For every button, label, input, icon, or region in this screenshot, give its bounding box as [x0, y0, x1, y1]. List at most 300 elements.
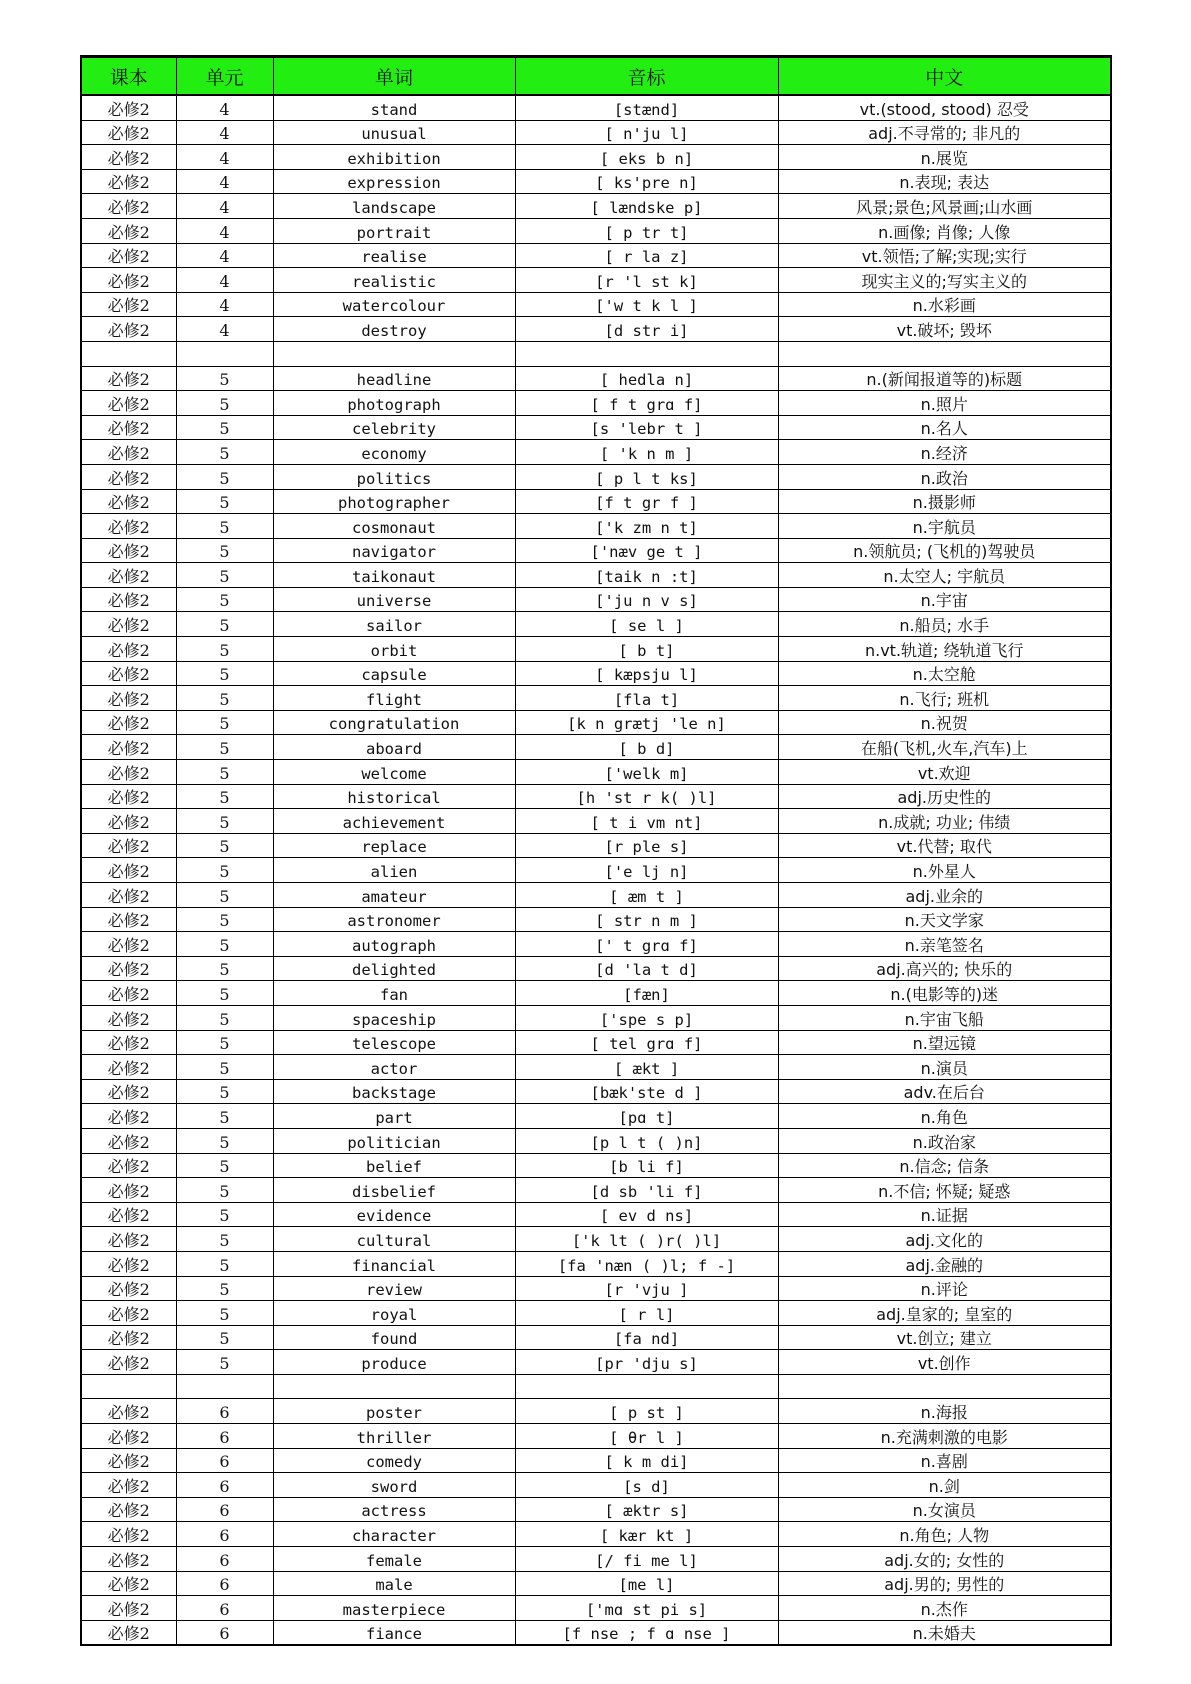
table-row [81, 366, 1111, 391]
cell-unit: 4 [176, 218, 273, 243]
cell-phonetic: ['k zm n t] [515, 514, 778, 539]
cell-unit: 5 [176, 1055, 273, 1080]
cell-unit: 5 [176, 538, 273, 563]
cell-textbook: 必修2 [81, 1005, 176, 1030]
cell-unit: 5 [176, 956, 273, 981]
cell-chinese: vt.欢迎 [778, 760, 1111, 785]
table-row [81, 464, 1111, 489]
cell-unit: 5 [176, 587, 273, 612]
cell-phonetic: [fæn] [515, 981, 778, 1006]
table-row [81, 710, 1111, 735]
cell-textbook: 必修2 [81, 1571, 176, 1596]
cell-word: found [273, 1325, 515, 1350]
cell-phonetic: [/ fi me l] [515, 1547, 778, 1572]
cell-textbook: 必修2 [81, 1473, 176, 1498]
cell-unit: 5 [176, 1276, 273, 1301]
cell-phonetic: [' t grɑ f] [515, 932, 778, 957]
cell-unit: 5 [176, 440, 273, 465]
table-row [81, 1596, 1111, 1621]
cell-textbook: 必修2 [81, 391, 176, 416]
cell-word: taikonaut [273, 563, 515, 588]
cell-chinese: n.太空舱 [778, 661, 1111, 686]
cell-textbook: 必修2 [81, 145, 176, 170]
cell-phonetic: [ tel grɑ f] [515, 1030, 778, 1055]
table-row [81, 833, 1111, 858]
cell-textbook: 必修2 [81, 514, 176, 539]
cell-phonetic: [stænd] [515, 95, 778, 120]
cell-unit: 4 [176, 145, 273, 170]
table-row [81, 1202, 1111, 1227]
cell-chinese: adj.不寻常的; 非凡的 [778, 120, 1111, 145]
cell-unit: 5 [176, 489, 273, 514]
table-row [81, 1153, 1111, 1178]
cell-phonetic: [bæk'ste d ] [515, 1079, 778, 1104]
cell-chinese: n.摄影师 [778, 489, 1111, 514]
cell-unit: 4 [176, 292, 273, 317]
cell-phonetic: [ æktr s] [515, 1497, 778, 1522]
cell-chinese: n.海报 [778, 1399, 1111, 1424]
cell-phonetic: [ p tr t] [515, 218, 778, 243]
cell-word: orbit [273, 637, 515, 662]
cell-textbook: 必修2 [81, 1596, 176, 1621]
cell-chinese: n.vt.轨道; 绕轨道飞行 [778, 637, 1111, 662]
cell-phonetic: [me l] [515, 1571, 778, 1596]
cell-chinese: n.女演员 [778, 1497, 1111, 1522]
cell-textbook: 必修2 [81, 169, 176, 194]
cell-unit: 4 [176, 243, 273, 268]
cell-textbook: 必修2 [81, 1424, 176, 1449]
cell-chinese: n.演员 [778, 1055, 1111, 1080]
cell-unit: 5 [176, 686, 273, 711]
cell-word: stand [273, 95, 515, 120]
cell-word: destroy [273, 317, 515, 342]
cell-unit: 5 [176, 1153, 273, 1178]
cell-phonetic: [ ev d ns] [515, 1202, 778, 1227]
cell-chinese: n.评论 [778, 1276, 1111, 1301]
cell-chinese: 在船(飞机,火车,汽车)上 [778, 735, 1111, 760]
cell-textbook: 必修2 [81, 661, 176, 686]
cell-chinese: n.外星人 [778, 858, 1111, 883]
cell-unit: 5 [176, 563, 273, 588]
cell-chinese [778, 341, 1111, 366]
cell-unit: 5 [176, 883, 273, 908]
cell-phonetic: ['spe s p] [515, 1005, 778, 1030]
table-row [81, 415, 1111, 440]
cell-unit [176, 341, 273, 366]
cell-unit: 5 [176, 612, 273, 637]
cell-unit: 5 [176, 464, 273, 489]
cell-phonetic: [ eks b n] [515, 145, 778, 170]
cell-word: astronomer [273, 907, 515, 932]
table-row [81, 514, 1111, 539]
cell-chinese: adj.皇家的; 皇室的 [778, 1301, 1111, 1326]
cell-unit: 5 [176, 391, 273, 416]
cell-unit: 4 [176, 95, 273, 120]
header-word: 单词 [273, 57, 515, 96]
cell-unit: 6 [176, 1473, 273, 1498]
cell-chinese: adj.历史性的 [778, 784, 1111, 809]
cell-phonetic: [f t gr f ] [515, 489, 778, 514]
cell-phonetic: [ se l ] [515, 612, 778, 637]
cell-word: fiance [273, 1620, 515, 1645]
cell-word: portrait [273, 218, 515, 243]
cell-textbook: 必修2 [81, 1128, 176, 1153]
table-row [81, 391, 1111, 416]
cell-word: character [273, 1522, 515, 1547]
table-row [81, 1030, 1111, 1055]
cell-textbook: 必修2 [81, 1079, 176, 1104]
cell-word: actor [273, 1055, 515, 1080]
header-textbook: 课本 [81, 57, 176, 96]
cell-word: universe [273, 587, 515, 612]
cell-phonetic: [fa 'næn ( )l; f -] [515, 1251, 778, 1276]
table-row [81, 858, 1111, 883]
cell-phonetic: [d 'la t d] [515, 956, 778, 981]
cell-word: cultural [273, 1227, 515, 1252]
cell-textbook: 必修2 [81, 858, 176, 883]
cell-chinese: n.政治家 [778, 1128, 1111, 1153]
table-row [81, 1276, 1111, 1301]
table-row [81, 784, 1111, 809]
cell-word: produce [273, 1350, 515, 1375]
cell-word: amateur [273, 883, 515, 908]
cell-textbook: 必修2 [81, 735, 176, 760]
cell-chinese: n.信念; 信条 [778, 1153, 1111, 1178]
cell-phonetic: ['welk m] [515, 760, 778, 785]
cell-textbook: 必修2 [81, 1202, 176, 1227]
cell-textbook: 必修2 [81, 1301, 176, 1326]
cell-word: watercolour [273, 292, 515, 317]
cell-chinese: vt.创作 [778, 1350, 1111, 1375]
cell-textbook: 必修2 [81, 1104, 176, 1129]
table-row [81, 686, 1111, 711]
cell-unit: 6 [176, 1399, 273, 1424]
table-row [81, 169, 1111, 194]
cell-word: economy [273, 440, 515, 465]
cell-chinese: n.(电影等的)迷 [778, 981, 1111, 1006]
cell-unit: 6 [176, 1571, 273, 1596]
cell-textbook: 必修2 [81, 710, 176, 735]
cell-word: masterpiece [273, 1596, 515, 1621]
cell-textbook: 必修2 [81, 366, 176, 391]
cell-phonetic: [ hedla n] [515, 366, 778, 391]
cell-unit: 5 [176, 637, 273, 662]
cell-textbook: 必修2 [81, 489, 176, 514]
cell-word: alien [273, 858, 515, 883]
cell-chinese: n.船员; 水手 [778, 612, 1111, 637]
vocabulary-table [80, 55, 1112, 1646]
cell-unit: 5 [176, 366, 273, 391]
cell-chinese: n.飞行; 班机 [778, 686, 1111, 711]
table-row [81, 981, 1111, 1006]
cell-word: fan [273, 981, 515, 1006]
cell-unit [176, 1374, 273, 1399]
cell-unit: 5 [176, 1301, 273, 1326]
cell-chinese: n.展览 [778, 145, 1111, 170]
table-row [81, 1399, 1111, 1424]
cell-textbook: 必修2 [81, 292, 176, 317]
cell-chinese: n.充满刺激的电影 [778, 1424, 1111, 1449]
cell-textbook: 必修2 [81, 243, 176, 268]
table-row [81, 907, 1111, 932]
cell-chinese: vt.(stood, stood) 忍受 [778, 95, 1111, 120]
table-row [81, 1104, 1111, 1129]
cell-unit: 5 [176, 784, 273, 809]
table-row [81, 932, 1111, 957]
cell-textbook: 必修2 [81, 317, 176, 342]
cell-chinese: n.宇宙飞船 [778, 1005, 1111, 1030]
cell-phonetic: [taik n :t] [515, 563, 778, 588]
cell-word: sailor [273, 612, 515, 637]
table-row [81, 587, 1111, 612]
cell-unit: 5 [176, 760, 273, 785]
cell-phonetic: [ æm t ] [515, 883, 778, 908]
cell-chinese: n.亲笔签名 [778, 932, 1111, 957]
cell-word [273, 341, 515, 366]
cell-word: male [273, 1571, 515, 1596]
table-row [81, 1301, 1111, 1326]
cell-word: sword [273, 1473, 515, 1498]
cell-phonetic [515, 1374, 778, 1399]
table-body [81, 95, 1111, 1645]
cell-textbook: 必修2 [81, 1620, 176, 1645]
cell-chinese: n.水彩画 [778, 292, 1111, 317]
cell-phonetic: [ r la z] [515, 243, 778, 268]
cell-unit: 4 [176, 120, 273, 145]
cell-textbook: 必修2 [81, 907, 176, 932]
table-row [81, 538, 1111, 563]
cell-phonetic: [b li f] [515, 1153, 778, 1178]
cell-unit: 5 [176, 1128, 273, 1153]
cell-textbook: 必修2 [81, 883, 176, 908]
cell-word: photograph [273, 391, 515, 416]
blank-row [81, 341, 1111, 366]
cell-word: financial [273, 1251, 515, 1276]
cell-chinese: n.杰作 [778, 1596, 1111, 1621]
table-row [81, 1448, 1111, 1473]
cell-phonetic: ['næv ge t ] [515, 538, 778, 563]
cell-chinese: n.喜剧 [778, 1448, 1111, 1473]
cell-textbook [81, 341, 176, 366]
cell-phonetic: ['w t k l ] [515, 292, 778, 317]
cell-phonetic: [s 'lebr t ] [515, 415, 778, 440]
cell-textbook: 必修2 [81, 1030, 176, 1055]
cell-textbook: 必修2 [81, 981, 176, 1006]
cell-chinese: vt.创立; 建立 [778, 1325, 1111, 1350]
cell-textbook [81, 1374, 176, 1399]
cell-chinese: adj.女的; 女性的 [778, 1547, 1111, 1572]
cell-textbook: 必修2 [81, 1399, 176, 1424]
cell-word: belief [273, 1153, 515, 1178]
cell-chinese: adj.业余的 [778, 883, 1111, 908]
cell-phonetic: [k n grætj 'le n] [515, 710, 778, 735]
cell-textbook: 必修2 [81, 833, 176, 858]
table-row [81, 243, 1111, 268]
cell-word: thriller [273, 1424, 515, 1449]
cell-phonetic: [ ækt ] [515, 1055, 778, 1080]
cell-word: comedy [273, 1448, 515, 1473]
table-row [81, 489, 1111, 514]
cell-word: backstage [273, 1079, 515, 1104]
cell-textbook: 必修2 [81, 268, 176, 293]
table-row [81, 809, 1111, 834]
table-row [81, 735, 1111, 760]
cell-phonetic: [ p l t ks] [515, 464, 778, 489]
cell-phonetic: [ θr l ] [515, 1424, 778, 1449]
cell-chinese: n.(新闻报道等的)标题 [778, 366, 1111, 391]
cell-chinese: n.成就; 功业; 伟绩 [778, 809, 1111, 834]
cell-word: aboard [273, 735, 515, 760]
cell-textbook: 必修2 [81, 637, 176, 662]
cell-chinese: n.天文学家 [778, 907, 1111, 932]
cell-word: politics [273, 464, 515, 489]
cell-word [273, 1374, 515, 1399]
cell-phonetic: ['e lj n] [515, 858, 778, 883]
cell-word: expression [273, 169, 515, 194]
cell-word: historical [273, 784, 515, 809]
cell-unit: 5 [176, 1079, 273, 1104]
cell-word: disbelief [273, 1178, 515, 1203]
cell-textbook: 必修2 [81, 809, 176, 834]
cell-chinese: adj.高兴的; 快乐的 [778, 956, 1111, 981]
cell-unit: 4 [176, 194, 273, 219]
cell-phonetic: [d sb 'li f] [515, 1178, 778, 1203]
cell-word: welcome [273, 760, 515, 785]
cell-phonetic [515, 341, 778, 366]
table-row [81, 1424, 1111, 1449]
table-row [81, 1350, 1111, 1375]
cell-unit: 5 [176, 1350, 273, 1375]
cell-phonetic: [pr 'dju s] [515, 1350, 778, 1375]
cell-textbook: 必修2 [81, 1227, 176, 1252]
cell-phonetic: [ kæpsju l] [515, 661, 778, 686]
table-row [81, 292, 1111, 317]
cell-word: delighted [273, 956, 515, 981]
cell-word: celebrity [273, 415, 515, 440]
cell-unit: 5 [176, 1030, 273, 1055]
cell-phonetic: ['k lt ( )r( )l] [515, 1227, 778, 1252]
cell-unit: 5 [176, 809, 273, 834]
table-row [81, 1005, 1111, 1030]
cell-phonetic: [ b t] [515, 637, 778, 662]
table-row [81, 1178, 1111, 1203]
table-row [81, 956, 1111, 981]
cell-chinese: n.表现; 表达 [778, 169, 1111, 194]
cell-word: evidence [273, 1202, 515, 1227]
cell-phonetic: [ n'ju l] [515, 120, 778, 145]
table-row [81, 661, 1111, 686]
cell-chinese: adj.金融的 [778, 1251, 1111, 1276]
table-row [81, 317, 1111, 342]
cell-chinese: n.经济 [778, 440, 1111, 465]
cell-word: realise [273, 243, 515, 268]
cell-chinese: 现实主义的;写实主义的 [778, 268, 1111, 293]
cell-phonetic: [ 'k n m ] [515, 440, 778, 465]
cell-unit: 5 [176, 833, 273, 858]
cell-unit: 5 [176, 415, 273, 440]
cell-unit: 4 [176, 268, 273, 293]
cell-phonetic: [s d] [515, 1473, 778, 1498]
cell-textbook: 必修2 [81, 956, 176, 981]
cell-word: exhibition [273, 145, 515, 170]
cell-word: photographer [273, 489, 515, 514]
cell-unit: 5 [176, 1325, 273, 1350]
cell-phonetic: [ f t grɑ f] [515, 391, 778, 416]
table-row [81, 1055, 1111, 1080]
cell-textbook: 必修2 [81, 1325, 176, 1350]
cell-word: congratulation [273, 710, 515, 735]
cell-textbook: 必修2 [81, 415, 176, 440]
header-unit: 单元 [176, 57, 273, 96]
cell-chinese: vt.代替; 取代 [778, 833, 1111, 858]
cell-unit: 6 [176, 1424, 273, 1449]
cell-word: royal [273, 1301, 515, 1326]
cell-textbook: 必修2 [81, 784, 176, 809]
cell-phonetic: [h 'st r k( )l] [515, 784, 778, 809]
cell-textbook: 必修2 [81, 1448, 176, 1473]
table-row [81, 883, 1111, 908]
table-row [81, 760, 1111, 785]
cell-chinese: n.望远镜 [778, 1030, 1111, 1055]
cell-phonetic: [ b d] [515, 735, 778, 760]
cell-textbook: 必修2 [81, 1522, 176, 1547]
cell-textbook: 必修2 [81, 1055, 176, 1080]
cell-phonetic: [ p st ] [515, 1399, 778, 1424]
cell-unit: 6 [176, 1596, 273, 1621]
cell-textbook: 必修2 [81, 563, 176, 588]
table-row [81, 1251, 1111, 1276]
table-row [81, 1547, 1111, 1572]
cell-chinese: n.不信; 怀疑; 疑惑 [778, 1178, 1111, 1203]
cell-word: achievement [273, 809, 515, 834]
table-row [81, 268, 1111, 293]
table-row [81, 1522, 1111, 1547]
cell-textbook: 必修2 [81, 440, 176, 465]
cell-phonetic: ['ju n v s] [515, 587, 778, 612]
cell-phonetic: [ kær kt ] [515, 1522, 778, 1547]
cell-unit: 6 [176, 1547, 273, 1572]
cell-word: flight [273, 686, 515, 711]
cell-unit: 6 [176, 1448, 273, 1473]
cell-phonetic: [ t i vm nt] [515, 809, 778, 834]
cell-unit: 5 [176, 710, 273, 735]
cell-textbook: 必修2 [81, 1251, 176, 1276]
cell-unit: 5 [176, 661, 273, 686]
cell-chinese: n.未婚夫 [778, 1620, 1111, 1645]
cell-unit: 5 [176, 735, 273, 760]
cell-textbook: 必修2 [81, 194, 176, 219]
cell-chinese: adj.男的; 男性的 [778, 1571, 1111, 1596]
cell-chinese: n.宇宙 [778, 587, 1111, 612]
table-row [81, 120, 1111, 145]
cell-unit: 4 [176, 169, 273, 194]
cell-phonetic: [r 'l st k] [515, 268, 778, 293]
cell-phonetic: [pɑ t] [515, 1104, 778, 1129]
cell-chinese: n.太空人; 宇航员 [778, 563, 1111, 588]
table-row [81, 612, 1111, 637]
cell-phonetic: [d str i] [515, 317, 778, 342]
header-chinese: 中文 [778, 57, 1111, 96]
cell-chinese: adv.在后台 [778, 1079, 1111, 1104]
table-row [81, 95, 1111, 120]
table-row [81, 1571, 1111, 1596]
table-row [81, 194, 1111, 219]
cell-chinese: n.剑 [778, 1473, 1111, 1498]
cell-unit: 6 [176, 1620, 273, 1645]
cell-phonetic: [ lændske p] [515, 194, 778, 219]
table-row [81, 1128, 1111, 1153]
table-row [81, 563, 1111, 588]
